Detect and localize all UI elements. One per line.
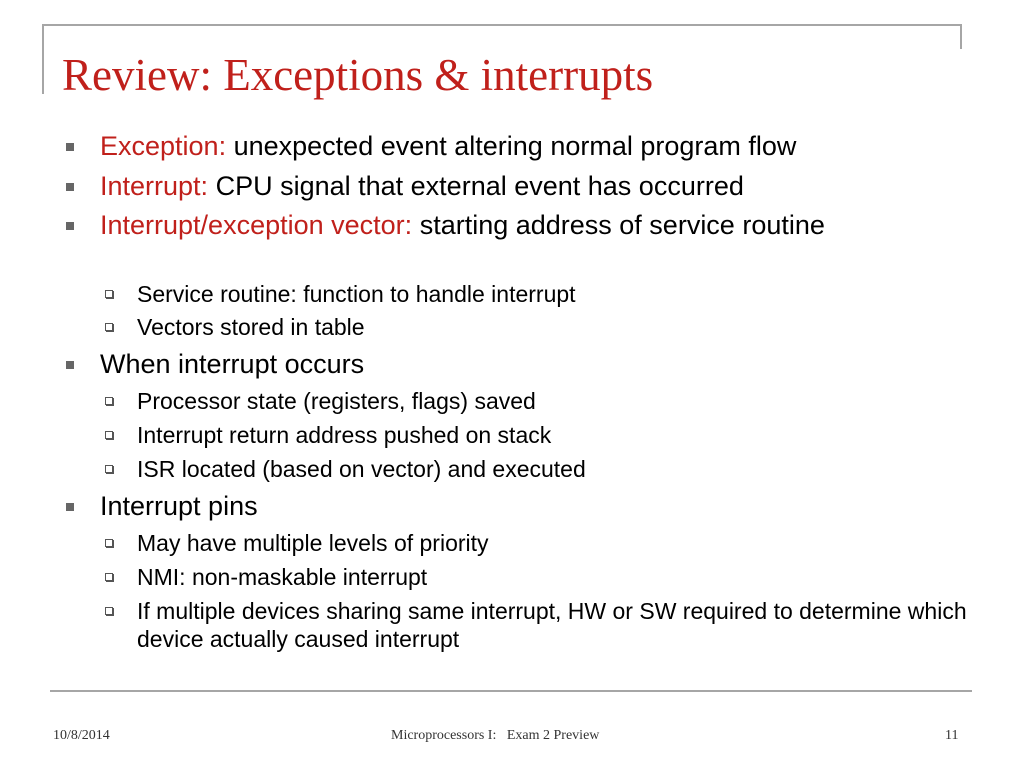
sub-bullet-processor-state — [137, 387, 967, 415]
hollow-square-bullet-icon — [105, 290, 113, 298]
sub-bullet-text: May have multiple levels of priority — [137, 530, 489, 556]
bullet-term: Interrupt: — [100, 171, 209, 201]
square-bullet-icon — [66, 183, 74, 191]
bullet-text: unexpected event altering normal program flow — [233, 131, 797, 161]
footer-course-title: Microprocessors I: Exam 2 Preview — [391, 728, 600, 743]
sub-bullet-text: If multiple devices sharing same interrupt, HW or SW required to determine which device actually caused interrupt — [137, 598, 967, 652]
frame-top-line — [42, 24, 962, 26]
footer-page-number: 11 — [945, 728, 959, 743]
bullet-text: starting address of service routine — [419, 210, 825, 240]
square-bullet-icon — [66, 143, 74, 151]
hollow-square-bullet-icon — [105, 397, 113, 405]
bullet-when-interrupt — [100, 349, 960, 380]
sub-bullet-vectors-table — [137, 313, 967, 341]
frame-right-line — [960, 24, 962, 49]
hollow-square-bullet-icon — [105, 539, 113, 547]
hollow-square-bullet-icon — [105, 607, 113, 615]
hollow-square-bullet-icon — [105, 573, 113, 581]
bullet-interrupt — [100, 171, 960, 202]
footer-rule — [50, 690, 972, 692]
square-bullet-icon — [66, 503, 74, 511]
frame-left-line — [42, 24, 44, 94]
sub-bullet-text: Processor state (registers, flags) saved — [137, 388, 536, 414]
bullet-exception — [100, 131, 960, 162]
sub-bullet-nmi — [137, 563, 967, 591]
sub-bullet-text: Vectors stored in table — [137, 314, 365, 340]
bullet-text: CPU signal that external event has occurred — [215, 171, 744, 201]
sub-bullet-return-address — [137, 421, 967, 449]
slide-title: Review: Exceptions & interrupts — [62, 50, 654, 100]
footer-date: 10/8/2014 — [53, 728, 110, 743]
hollow-square-bullet-icon — [105, 465, 113, 473]
bullet-vector — [100, 210, 960, 241]
sub-bullet-isr-located — [137, 455, 967, 483]
sub-bullet-multiple-devices — [137, 597, 967, 653]
square-bullet-icon — [66, 222, 74, 230]
hollow-square-bullet-icon — [105, 323, 113, 331]
sub-bullet-priority-levels — [137, 529, 967, 557]
bullet-interrupt-pins — [100, 491, 960, 522]
sub-bullet-service-routine — [137, 280, 967, 308]
bullet-text: Interrupt pins — [100, 491, 258, 521]
sub-bullet-text: Interrupt return address pushed on stack — [137, 422, 552, 448]
sub-bullet-text: Service routine: function to handle interrupt — [137, 281, 576, 307]
bullet-term: Interrupt/exception vector: — [100, 210, 413, 240]
hollow-square-bullet-icon — [105, 431, 113, 439]
sub-bullet-text: ISR located (based on vector) and executed — [137, 456, 586, 482]
square-bullet-icon — [66, 361, 74, 369]
bullet-text: When interrupt occurs — [100, 349, 365, 379]
sub-bullet-text: NMI: non-maskable interrupt — [137, 564, 428, 590]
bullet-term: Exception: — [100, 131, 227, 161]
